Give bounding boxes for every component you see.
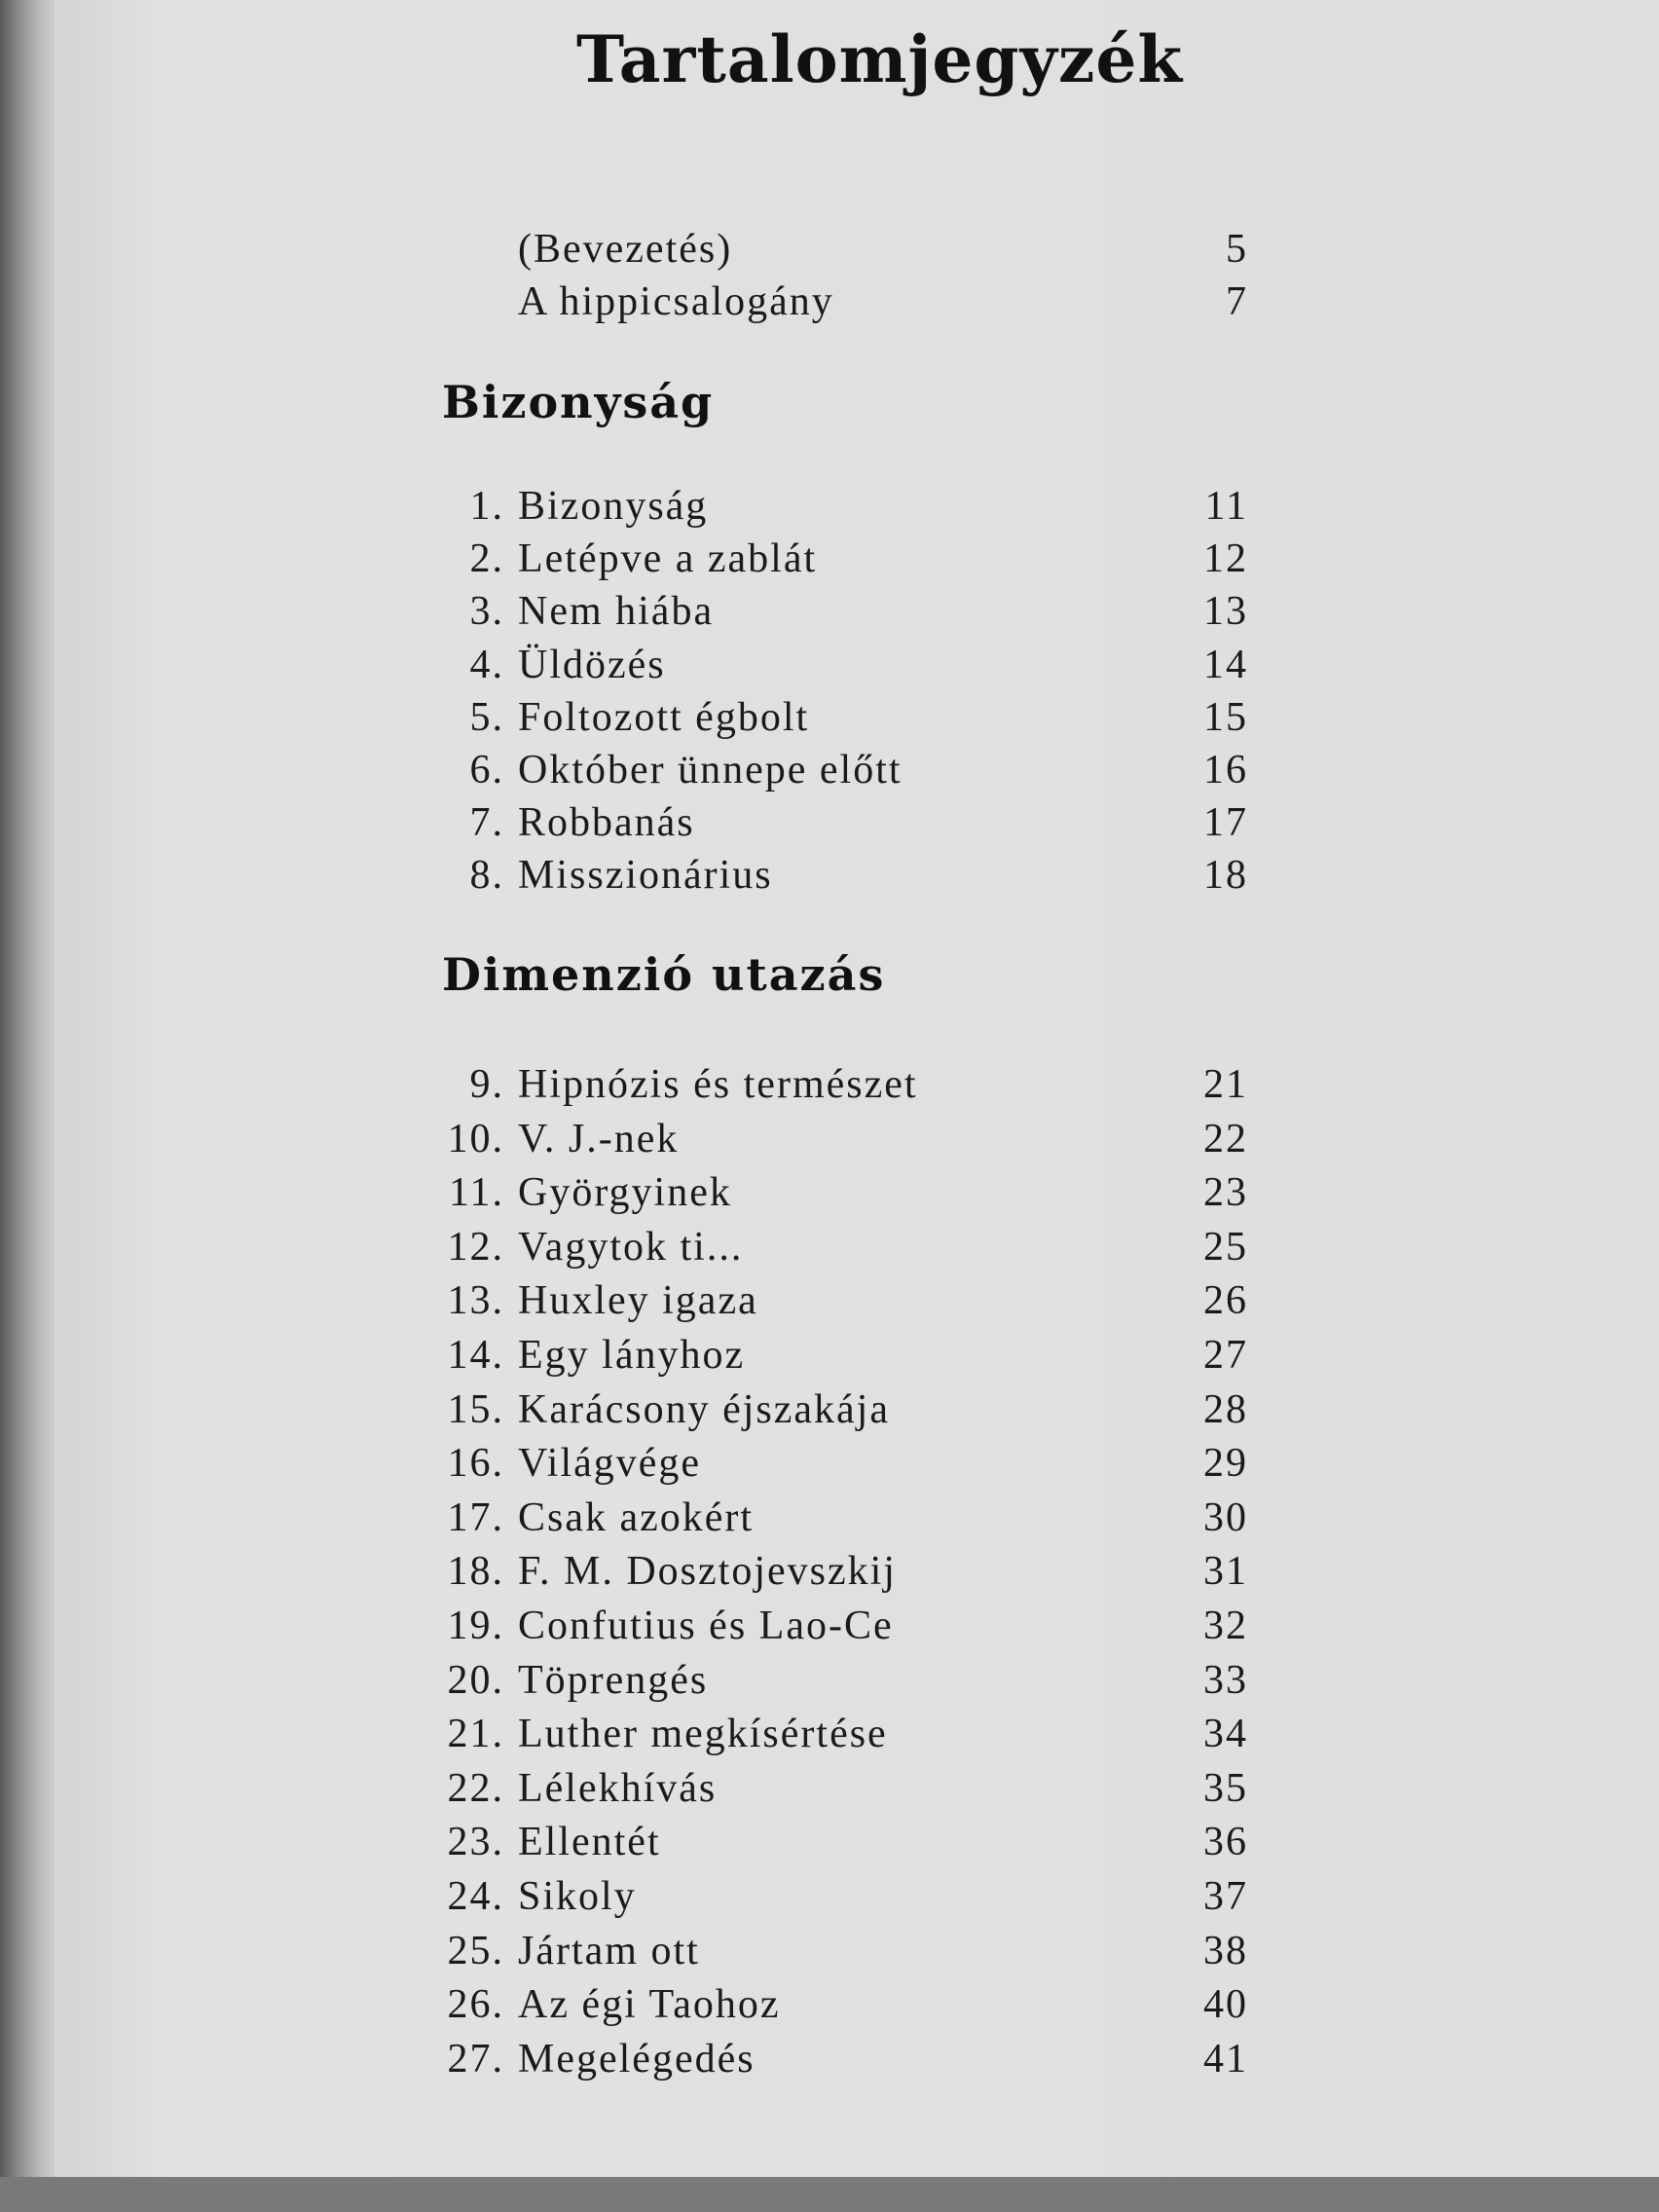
entry-page-number: 7 bbox=[1226, 279, 1248, 324]
entry-page-number: 22 bbox=[1203, 1116, 1248, 1161]
entry-number: 19. bbox=[447, 1604, 504, 1648]
entry-title: Október ünnepe előtt bbox=[518, 748, 903, 793]
entry-number: 18. bbox=[447, 1549, 504, 1595]
toc-entry bbox=[0, 1548, 1659, 1601]
entry-title: F. M. Dosztojevszkij bbox=[518, 1549, 897, 1595]
entry-page-number: 37 bbox=[1203, 1874, 1248, 1919]
entry-page-number: 33 bbox=[1203, 1657, 1248, 1703]
toc-entry bbox=[0, 1981, 1659, 2034]
entry-page-number: 32 bbox=[1203, 1604, 1248, 1648]
entry-page-number: 30 bbox=[1203, 1494, 1248, 1540]
entry-number: 1. bbox=[469, 484, 504, 529]
entry-number: 9. bbox=[469, 1062, 504, 1107]
entry-number: 20. bbox=[447, 1657, 504, 1703]
entry-title: Egy lányhoz bbox=[518, 1333, 746, 1378]
entry-page-number: 31 bbox=[1203, 1549, 1248, 1595]
entry-number: 24. bbox=[447, 1874, 504, 1919]
entry-title: Töprengés bbox=[518, 1657, 709, 1703]
entry-page-number: 36 bbox=[1203, 1820, 1248, 1865]
entry-page-number: 16 bbox=[1203, 748, 1248, 793]
entry-number: 22. bbox=[447, 1765, 504, 1811]
entry-title: (Bevezetés) bbox=[518, 227, 733, 272]
toc-entry bbox=[0, 1277, 1659, 1330]
entry-page-number: 5 bbox=[1226, 227, 1248, 272]
toc-entry bbox=[0, 1494, 1659, 1547]
entry-page-number: 11 bbox=[1204, 484, 1248, 529]
page-title: Tartalomjegyzék bbox=[576, 21, 1184, 97]
section-heading-dimenzio-utazas: Dimenzió utazás bbox=[442, 948, 886, 1001]
entry-number: 14. bbox=[447, 1333, 504, 1378]
entry-number: 17. bbox=[447, 1494, 504, 1540]
toc-entry bbox=[0, 1440, 1659, 1493]
toc-entry bbox=[0, 1819, 1659, 1871]
toc-entry bbox=[0, 1061, 1659, 1114]
entry-title: Huxley igaza bbox=[518, 1278, 758, 1324]
entry-title: Üldözés bbox=[518, 642, 666, 687]
toc-entry bbox=[0, 226, 1659, 278]
entry-number: 7. bbox=[469, 800, 504, 846]
entry-title: Karácsony éjszakája bbox=[518, 1386, 890, 1432]
entry-page-number: 38 bbox=[1203, 1928, 1248, 1973]
entry-page-number: 17 bbox=[1203, 800, 1248, 846]
entry-page-number: 13 bbox=[1203, 589, 1248, 635]
section-heading-bizonysag: Bizonyság bbox=[442, 376, 715, 428]
entry-title: Bizonyság bbox=[518, 484, 709, 529]
entry-number: 4. bbox=[469, 642, 504, 687]
toc-entry bbox=[0, 1765, 1659, 1818]
entry-title: Jártam ott bbox=[518, 1928, 700, 1973]
entry-page-number: 41 bbox=[1203, 2036, 1248, 2082]
page-bottom-edge bbox=[0, 2177, 1659, 2212]
entry-title: Misszionárius bbox=[518, 853, 773, 899]
entry-title: Megelégedés bbox=[518, 2036, 756, 2082]
entry-page-number: 15 bbox=[1203, 694, 1248, 740]
toc-entry bbox=[0, 1711, 1659, 1763]
entry-title: Letépve a zablát bbox=[518, 536, 818, 582]
entry-title: Lélekhívás bbox=[518, 1765, 718, 1811]
entry-number: 26. bbox=[447, 1982, 504, 2028]
toc-entry bbox=[0, 1603, 1659, 1655]
toc-entry bbox=[0, 642, 1659, 694]
toc-entry bbox=[0, 1928, 1659, 1980]
entry-title: Robbanás bbox=[518, 800, 695, 846]
toc-entry bbox=[0, 1224, 1659, 1276]
toc-entry bbox=[0, 694, 1659, 747]
entry-number: 25. bbox=[447, 1928, 504, 1973]
entry-page-number: 23 bbox=[1203, 1170, 1248, 1216]
entry-title: Világvége bbox=[518, 1441, 702, 1487]
entry-page-number: 35 bbox=[1203, 1765, 1248, 1811]
toc-entry bbox=[0, 2036, 1659, 2088]
entry-page-number: 29 bbox=[1203, 1441, 1248, 1487]
entry-page-number: 18 bbox=[1203, 853, 1248, 899]
entry-title: Csak azokért bbox=[518, 1494, 755, 1540]
entry-title: Foltozott égbolt bbox=[518, 694, 810, 740]
toc-entry bbox=[0, 278, 1659, 331]
toc-entry bbox=[0, 799, 1659, 852]
toc-entry bbox=[0, 483, 1659, 535]
entry-title: Sikoly bbox=[518, 1874, 637, 1919]
entry-title: Vagytok ti... bbox=[518, 1224, 744, 1270]
entry-number: 23. bbox=[447, 1820, 504, 1865]
entry-number: 10. bbox=[447, 1116, 504, 1161]
entry-title: Nem hiába bbox=[518, 589, 715, 635]
entry-number: 27. bbox=[447, 2036, 504, 2082]
toc-entry bbox=[0, 747, 1659, 799]
entry-page-number: 27 bbox=[1203, 1333, 1248, 1378]
entry-page-number: 12 bbox=[1203, 536, 1248, 582]
entry-number: 6. bbox=[469, 748, 504, 793]
entry-number: 5. bbox=[469, 694, 504, 740]
entry-number: 21. bbox=[447, 1712, 504, 1757]
toc-entry bbox=[0, 1116, 1659, 1168]
entry-title: Luther megkísértése bbox=[518, 1712, 888, 1757]
entry-title: A hippicsalogány bbox=[518, 279, 834, 324]
entry-number: 11. bbox=[449, 1170, 504, 1216]
entry-page-number: 26 bbox=[1203, 1278, 1248, 1324]
entry-title: Az égi Taohoz bbox=[518, 1982, 781, 2028]
entry-number: 2. bbox=[469, 536, 504, 582]
toc-entry bbox=[0, 1332, 1659, 1384]
entry-page-number: 34 bbox=[1203, 1712, 1248, 1757]
toc-entry bbox=[0, 1657, 1659, 1710]
toc-entry bbox=[0, 1169, 1659, 1222]
entry-number: 12. bbox=[447, 1224, 504, 1270]
entry-title: Hipnózis és természet bbox=[518, 1062, 918, 1107]
entry-page-number: 21 bbox=[1203, 1062, 1248, 1107]
toc-entry bbox=[0, 588, 1659, 641]
entry-page-number: 28 bbox=[1203, 1386, 1248, 1432]
entry-page-number: 40 bbox=[1203, 1982, 1248, 2028]
entry-number: 15. bbox=[447, 1386, 504, 1432]
entry-page-number: 14 bbox=[1203, 642, 1248, 687]
toc-entry bbox=[0, 852, 1659, 904]
entry-page-number: 25 bbox=[1203, 1224, 1248, 1270]
entry-number: 13. bbox=[447, 1278, 504, 1324]
entry-number: 16. bbox=[447, 1441, 504, 1487]
entry-title: Ellentét bbox=[518, 1820, 661, 1865]
toc-entry bbox=[0, 1386, 1659, 1439]
entry-number: 3. bbox=[469, 589, 504, 635]
entry-title: V. J.-nek bbox=[518, 1116, 680, 1161]
toc-entry bbox=[0, 535, 1659, 588]
entry-title: Confutius és Lao-Ce bbox=[518, 1604, 894, 1648]
entry-title: Györgyinek bbox=[518, 1170, 732, 1216]
entry-number: 8. bbox=[469, 853, 504, 899]
toc-entry bbox=[0, 1873, 1659, 1926]
